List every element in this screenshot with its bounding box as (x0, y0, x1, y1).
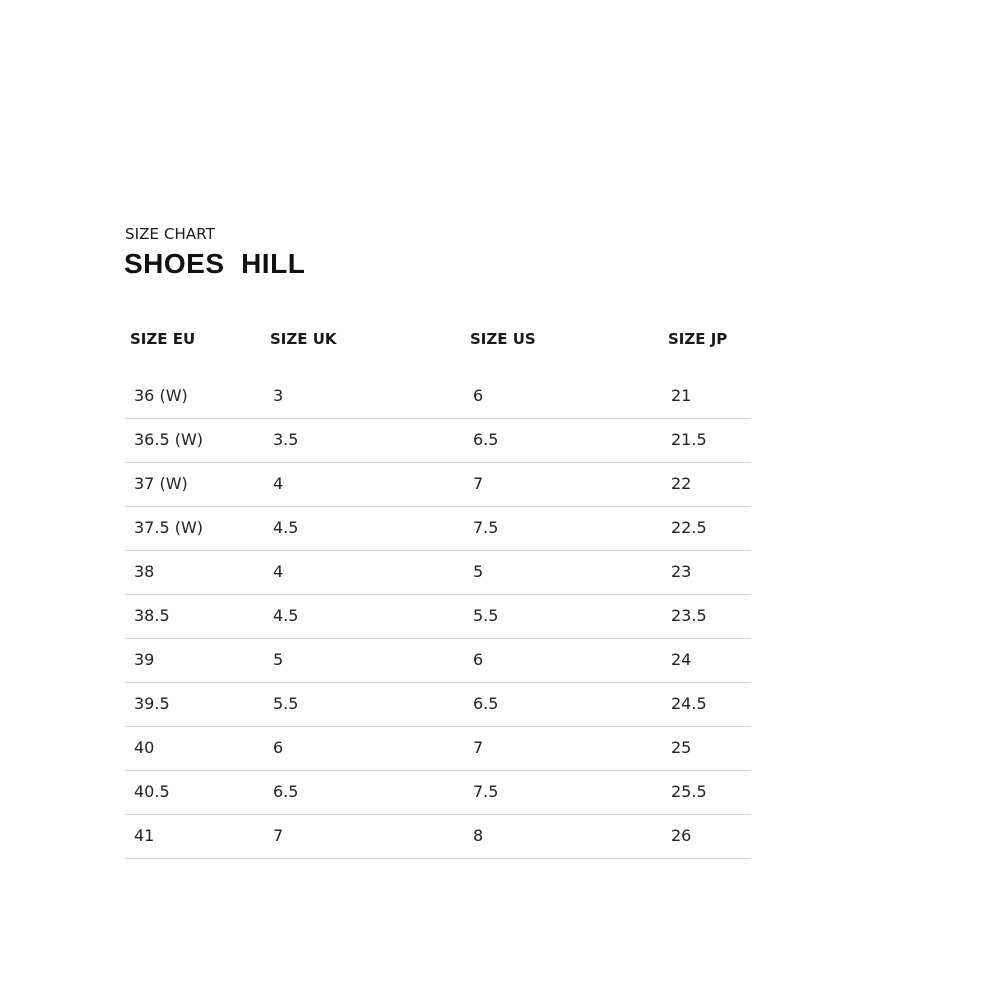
cell-size-jp: 25.5 (671, 782, 707, 801)
cell-size-jp: 23 (671, 562, 692, 581)
cell-size-us: 5.5 (473, 606, 499, 625)
cell-size-us: 6.5 (473, 694, 499, 713)
cell-size-uk: 7 (273, 826, 284, 845)
cell-size-eu: 38 (134, 562, 155, 581)
column-header-eu: SIZE EU (130, 330, 196, 348)
table-row (125, 507, 751, 551)
cell-size-uk: 4.5 (273, 606, 299, 625)
table-row (125, 595, 751, 639)
table-row (125, 639, 751, 683)
table-row (125, 815, 751, 859)
cell-size-us: 5 (473, 562, 484, 581)
cell-size-us: 7 (473, 738, 484, 757)
cell-size-eu: 37 (W) (134, 474, 188, 493)
table-row (125, 683, 751, 727)
cell-size-uk: 3 (273, 386, 284, 405)
table-row (125, 463, 751, 507)
table-row (125, 419, 751, 463)
cell-size-jp: 26 (671, 826, 692, 845)
cell-size-eu: 40 (134, 738, 155, 757)
cell-size-eu: 36.5 (W) (134, 430, 204, 449)
cell-size-jp: 25 (671, 738, 692, 757)
cell-size-uk: 6 (273, 738, 284, 757)
cell-size-us: 7.5 (473, 782, 499, 801)
cell-size-uk: 5.5 (273, 694, 299, 713)
cell-size-us: 8 (473, 826, 484, 845)
cell-size-jp: 24.5 (671, 694, 707, 713)
column-header-jp: SIZE JP (668, 330, 728, 348)
column-header-uk: SIZE UK (270, 330, 337, 348)
cell-size-uk: 4.5 (273, 518, 299, 537)
cell-size-jp: 21 (671, 386, 692, 405)
table-header-row (125, 320, 751, 358)
cell-size-jp: 23.5 (671, 606, 707, 625)
page-title: SHOES HILL (124, 248, 306, 279)
cell-size-uk: 6.5 (273, 782, 299, 801)
table-row (125, 727, 751, 771)
cell-size-jp: 24 (671, 650, 692, 669)
cell-size-uk: 3.5 (273, 430, 299, 449)
cell-size-us: 6 (473, 650, 484, 669)
cell-size-us: 6 (473, 386, 484, 405)
cell-size-uk: 4 (273, 562, 284, 581)
cell-size-eu: 41 (134, 826, 155, 845)
cell-size-eu: 40.5 (134, 782, 170, 801)
table-row (125, 375, 751, 419)
column-header-us: SIZE US (470, 330, 536, 348)
cell-size-eu: 39 (134, 650, 155, 669)
cell-size-eu: 36 (W) (134, 386, 188, 405)
table-row (125, 771, 751, 815)
size-table (125, 320, 751, 845)
cell-size-jp: 22 (671, 474, 692, 493)
table-body (125, 375, 751, 859)
cell-size-jp: 22.5 (671, 518, 707, 537)
cell-size-us: 7 (473, 474, 484, 493)
cell-size-uk: 4 (273, 474, 284, 493)
cell-size-eu: 37.5 (W) (134, 518, 204, 537)
cell-size-eu: 39.5 (134, 694, 170, 713)
table-row (125, 551, 751, 595)
cell-size-us: 7.5 (473, 518, 499, 537)
cell-size-eu: 38.5 (134, 606, 170, 625)
cell-size-us: 6.5 (473, 430, 499, 449)
cell-size-jp: 21.5 (671, 430, 707, 449)
size-chart-label: SIZE CHART (125, 225, 215, 243)
cell-size-uk: 5 (273, 650, 284, 669)
